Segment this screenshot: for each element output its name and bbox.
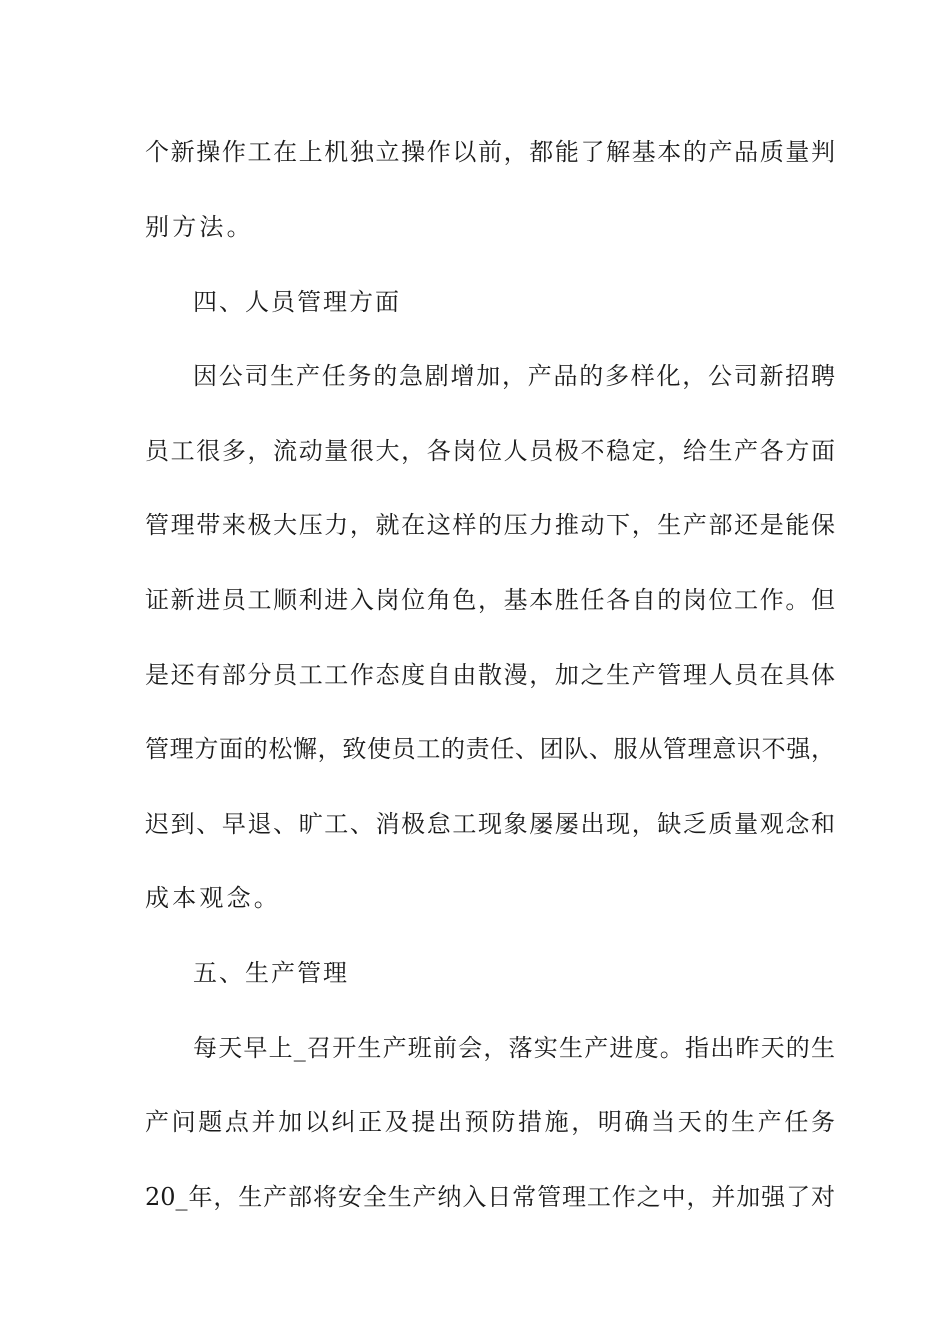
paragraph-line: 因公司生产任务的急剧增加，产品的多样化，公司新招聘 [193,362,835,390]
paragraph-line: 管理方面的松懈，致使员工的责任、团队、服从管理意识不强， [145,735,835,763]
paragraph-line: 成本观念。 [145,884,281,912]
section-heading: 四、人员管理方面 [193,288,401,316]
paragraph-line: 20_年，生产部将安全生产纳入日常管理工作之中，并加强了对 [145,1183,835,1211]
paragraph-line: 每天早上_召开生产班前会，落实生产进度。指出昨天的生 [193,1034,835,1062]
paragraph-line: 迟到、早退、旷工、消极怠工现象屡屡出现，缺乏质量观念和 [145,810,835,838]
paragraph-line: 产问题点并加以纠正及提出预防措施，明确当天的生产任务 [145,1108,835,1136]
paragraph-line: 个新操作工在上机独立操作以前，都能了解基本的产品质量判 [145,138,835,166]
paragraph-line: 是还有部分员工工作态度自由散漫，加之生产管理人员在具体 [145,661,835,689]
paragraph-line: 员工很多，流动量很大，各岗位人员极不稳定，给生产各方面 [145,437,835,465]
paragraph-line: 管理带来极大压力，就在这样的压力推动下，生产部还是能保 [145,511,835,539]
section-heading: 五、生产管理 [193,959,349,987]
paragraph-line: 别方法。 [145,213,254,241]
paragraph-line: 证新进员工顺利进入岗位角色，基本胜任各自的岗位工作。但 [145,586,835,614]
